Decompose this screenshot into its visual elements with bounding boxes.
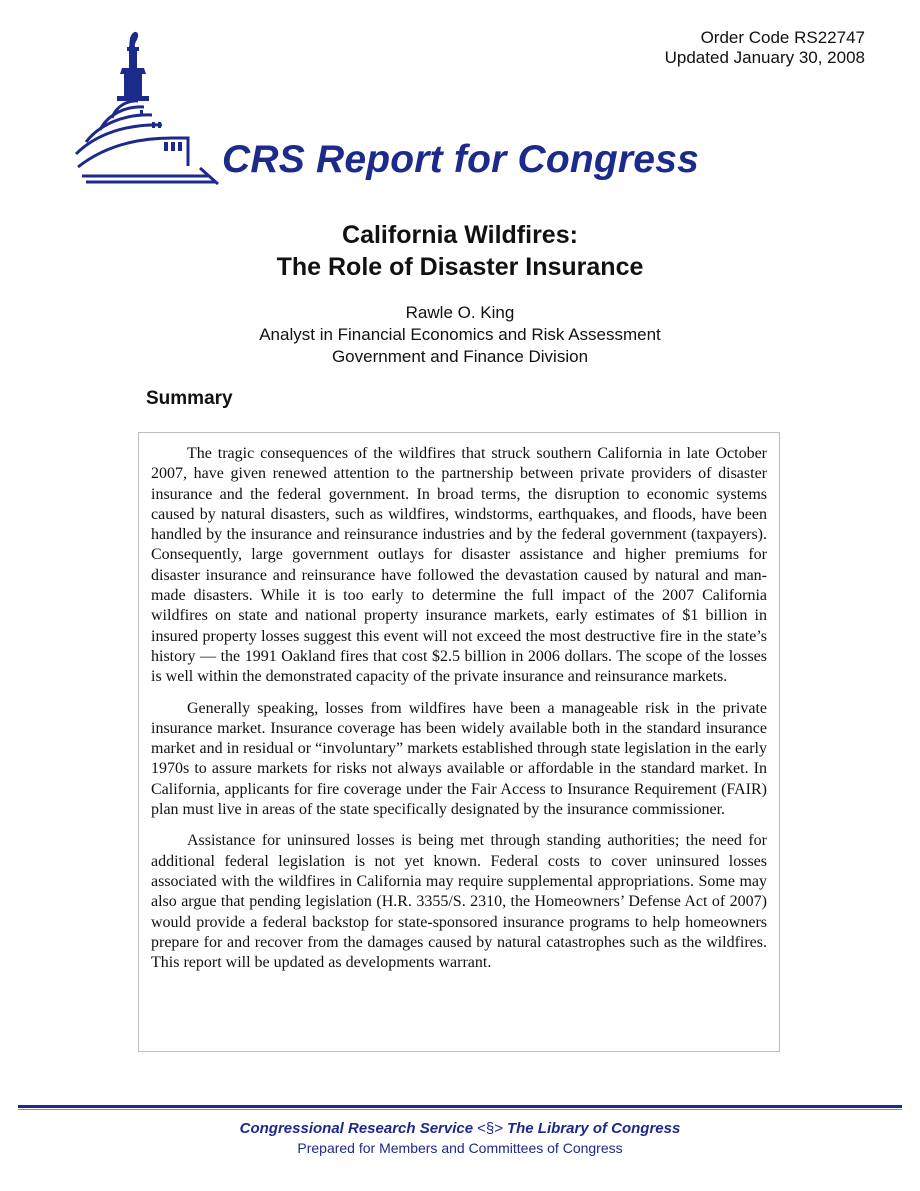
author-name: Rawle O. King xyxy=(405,303,515,322)
summary-paragraph-1: The tragic consequences of the wildfires that struck southern California in late October 2007, have given renewed attention to the partnership between private providers of disaster insurance and the federal government. In broad terms, the disruption to economic systems caused by natural disasters, such as wildfires, windstorms, earthquakes, and floods, have been handled by the insurance and reinsurance industries and by the federal government (taxpayers). Consequently, large government outlays for disaster assistance and higher premiums for disaster insurance and reinsurance have followed the devastation caused by natural and man-made disasters. While it is too early to determine the full impact of the 2007 California wildfires on state and national property insurance markets, early estimates of $1 billion in insured property losses suggest this event will not exceed the most destructive fire in the state’s history — the 1991 Oakland fires that cost $2.5 billion in 2006 dollars. The scope of the losses is well within the demonstrated capacity of the private insurance and reinsurance markets. xyxy=(151,445,767,686)
footer-tagline: Prepared for Members and Committees of Congress xyxy=(297,1140,623,1156)
summary-box xyxy=(138,432,780,1052)
updated-date: Updated January 30, 2008 xyxy=(664,48,865,67)
footer-separator: <§> xyxy=(477,1120,503,1137)
report-title xyxy=(0,219,920,283)
crs-report-title: CRS Report for Congress xyxy=(222,138,699,181)
summary-paragraph-3: Assistance for uninsured losses is being met through standing authorities; the need for additional federal legislation is not yet known. Federal costs to cover uninsured losses associated with the wildfires in California may require supplemental appropriations. Some may also argue that pending legislation (H.R. 3355/S. 2310, the Homeowners’ Defense Act of 2007) would provide a federal backstop for state-sponsored insurance programs to help homeowners prepare for and recover from the damages caused by natural catastrophes such as the wildfires. This report will be updated as developments warrant. xyxy=(151,832,767,972)
title-line-1: California Wildfires: xyxy=(342,221,578,249)
title-line-2: The Role of Disaster Insurance xyxy=(276,253,644,281)
order-code-block xyxy=(665,28,865,68)
footer-credit xyxy=(0,1120,920,1137)
capitol-dome-icon xyxy=(72,26,222,186)
author-title: Analyst in Financial Economics and Risk Assessment xyxy=(259,325,661,344)
footer-rule-thin xyxy=(18,1109,902,1110)
footer-org: Congressional Research Service xyxy=(239,1120,474,1137)
summary-heading: Summary xyxy=(146,388,233,409)
footer-library: The Library of Congress xyxy=(506,1120,681,1137)
footer-rule xyxy=(18,1105,902,1108)
summary-paragraph-2: Generally speaking, losses from wildfires have been a manageable risk in the private insurance market. Insurance coverage has been widely available both in the standard insurance market and in residual or “involuntary” markets established through state legislation in the early 1970s to assure markets for risks not always available or affordable in the standard market. In California, applicants for fire coverage under the Fair Access to Insurance Requirement (FAIR) plan must live in areas of the state specifically designated by the insurance commissioner. xyxy=(151,699,767,819)
order-code: Order Code RS22747 xyxy=(700,28,865,47)
author-block xyxy=(0,302,920,368)
author-division: Government and Finance Division xyxy=(331,347,589,366)
